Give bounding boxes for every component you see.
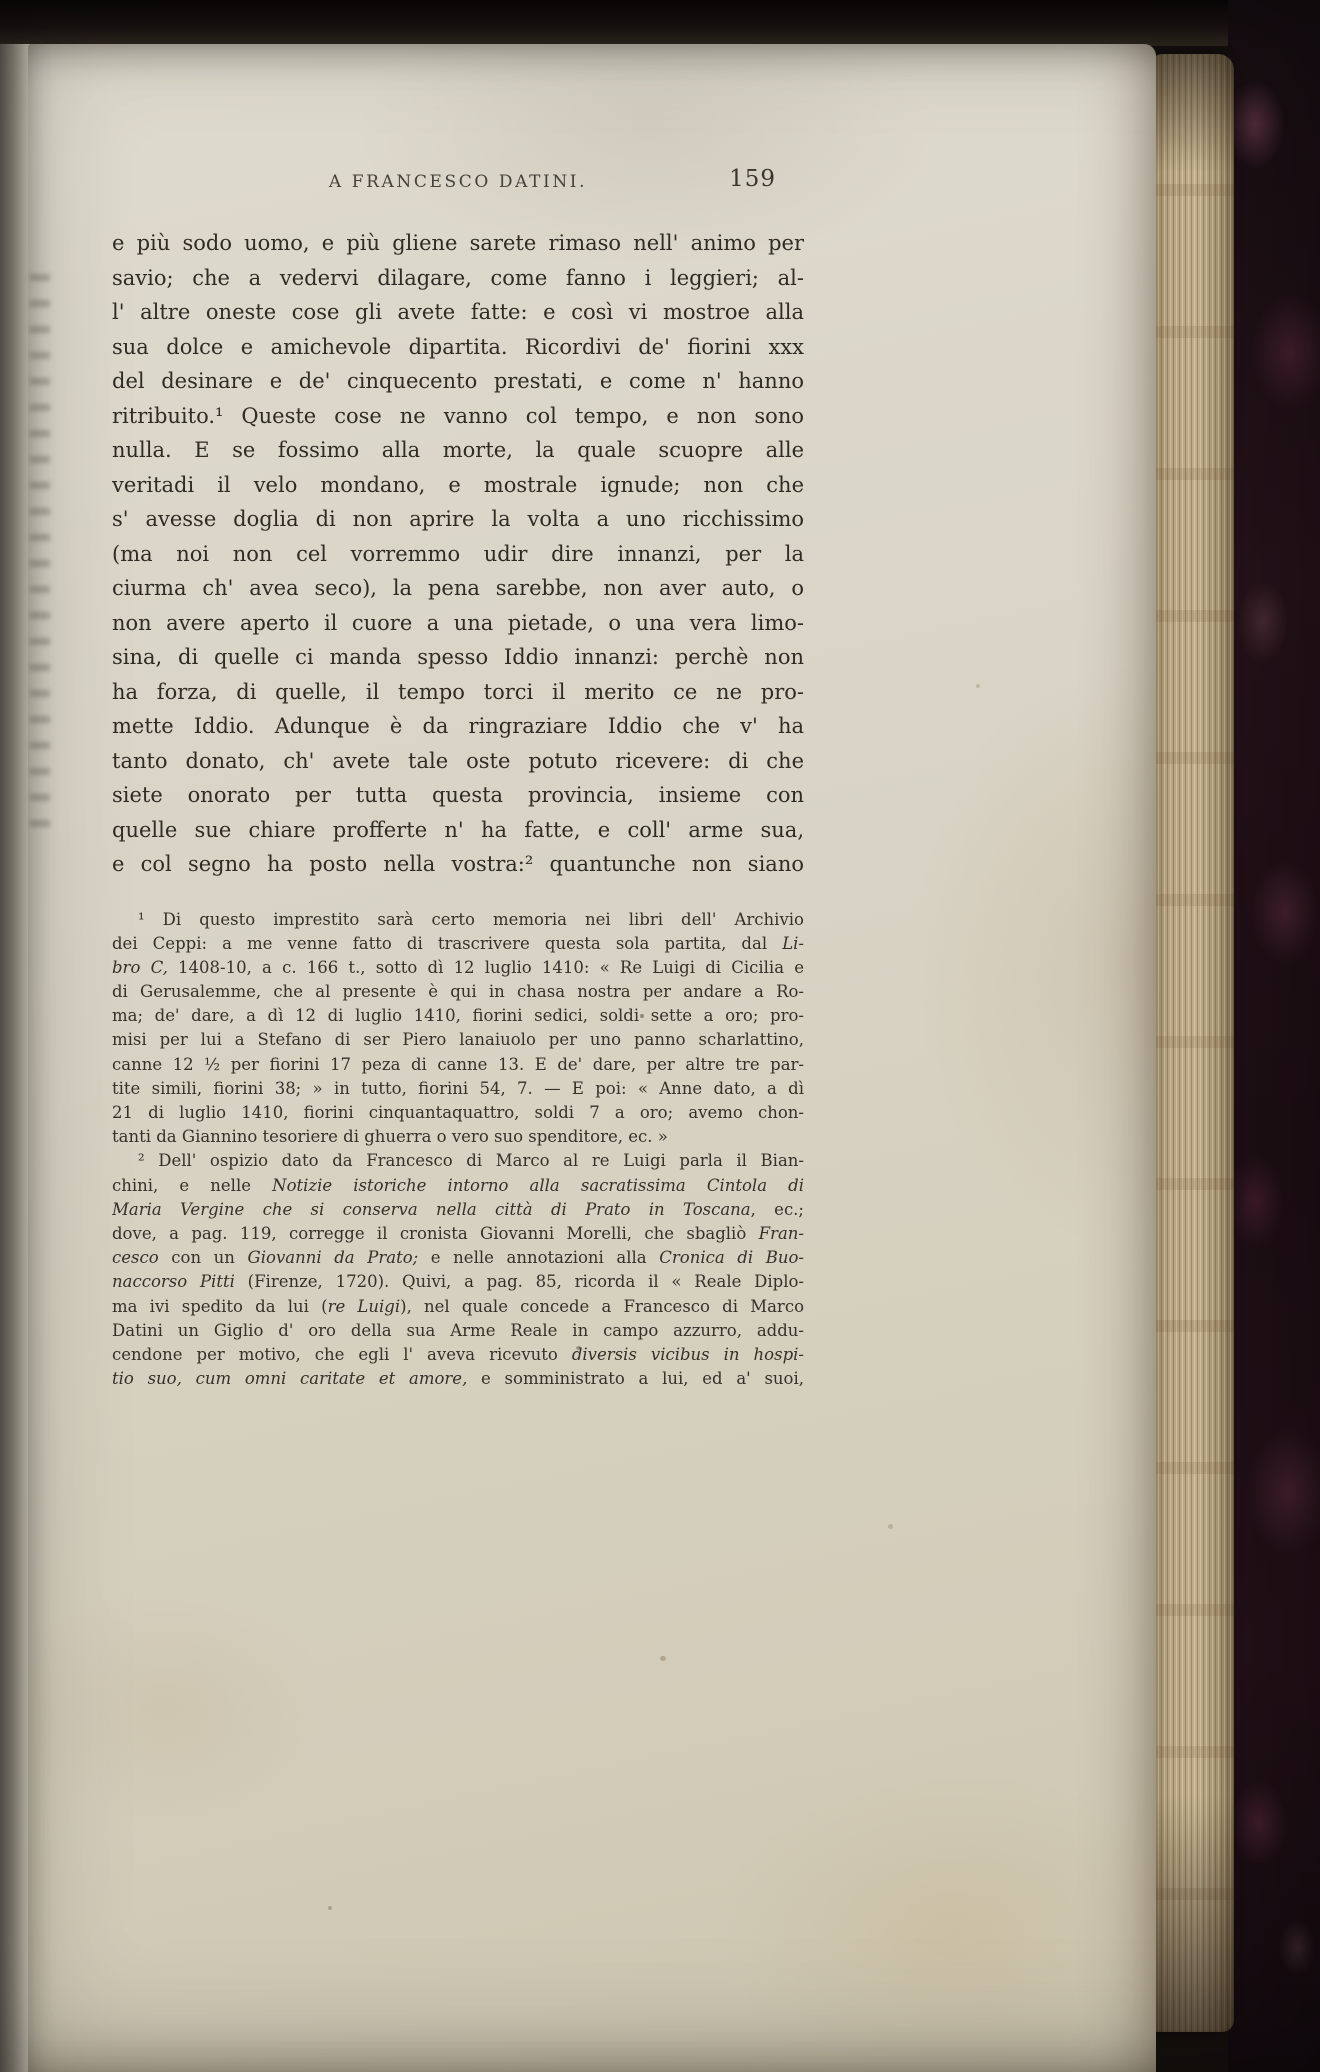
footnote-text-italic: Li-	[782, 933, 804, 953]
footnote-text: (Firenze, 1720). Quivi, a pag. 85, ricorda il « Reale Diplo-	[234, 1272, 804, 1292]
footnote-line	[112, 1270, 804, 1294]
footnote-text-italic: tio suo, cum omni caritate et amore,	[112, 1369, 468, 1389]
footnote-line	[112, 1174, 804, 1198]
footnote-line	[112, 1028, 804, 1052]
body-line: l' altre oneste cose gli avete fatte: e così vi mostroe alla	[112, 300, 804, 324]
footnote-line	[112, 1343, 804, 1367]
footnote-2	[112, 1149, 804, 1391]
footnote-text-italic: Notizie istoriche intorno alla sacratissima Cintola di	[272, 1175, 804, 1195]
body-line: siete onorato per tutta questa provincia, insieme con	[112, 783, 804, 807]
footnote-line	[112, 1125, 804, 1149]
footnotes	[112, 908, 804, 1392]
footnote-line	[112, 908, 804, 932]
footnote-text: , ec.;	[750, 1199, 804, 1219]
body-line: e più sodo uomo, e più gliene sarete rimaso nell' animo per	[112, 231, 804, 255]
body-line: e col segno ha posto nella vostra:² quantunche non siano	[112, 852, 804, 876]
footnote-text-italic: Maria Vergine che si conserva nella città di Prato in Toscana	[112, 1199, 751, 1219]
footnote-text: cendone per motivo, che egli l' aveva ricevuto	[112, 1344, 572, 1364]
body-line: s' avesse doglia di non aprire la volta a uno ricchissimo	[112, 507, 804, 531]
body-line: del desinare e de' cinquecento prestati, e come n' hanno	[112, 369, 804, 393]
body-line: ritribuito.¹ Queste cose ne vanno col tempo, e non sono	[112, 403, 804, 428]
footnote-1	[112, 908, 804, 1150]
body-line: ciurma ch' avea seco), la pena sarebbe, non aver auto, o	[112, 576, 804, 600]
page-paper	[28, 44, 1156, 2072]
body-line: nulla. E se fossimo alla morte, la quale scuopre alle	[112, 438, 804, 462]
footnote-line	[112, 1077, 804, 1101]
footnote-text: 21 di luglio 1410, fiorini cinquantaquattro, soldi 7 a oro; avemo chon-	[112, 1103, 804, 1122]
footnote-line	[112, 1295, 804, 1319]
footnote-text-italic: Giovanni da Prato;	[247, 1248, 419, 1268]
foxing-speck	[328, 1906, 332, 1910]
body-line: veritadi il velo mondano, e mostrale ignude; non che	[112, 472, 804, 497]
footnote-text: Datini un Giglio d' oro della sua Arme Reale in campo azzurro, addu-	[112, 1320, 804, 1340]
gutter-previous-page	[0, 44, 30, 2072]
footnote-text: ma; de' dare, a dì 12 di luglio 1410, fiorini sedici, soldi sette a oro; pro-	[112, 1006, 804, 1026]
footnote-line	[112, 1319, 804, 1343]
footnote-line	[112, 1149, 804, 1173]
footnote-text-italic: diversis vicibus in hospi-	[571, 1344, 804, 1364]
footnote-line	[112, 932, 804, 956]
body-line: tanto donato, ch' avete tale oste potuto ricevere: di che	[112, 748, 804, 773]
marbled-cover	[1228, 0, 1320, 2072]
footnote-line	[112, 1198, 804, 1222]
footnote-line	[112, 1004, 804, 1028]
book-top-edge	[0, 0, 1320, 46]
footnote-line	[112, 1367, 804, 1391]
body-text	[112, 226, 804, 882]
fore-edge-pages	[1152, 54, 1234, 2032]
body-line: sua dolce e amichevole dipartita. Ricordivi de' fiorini xxx	[112, 334, 804, 359]
footnote-text: ¹ Di questo imprestito sarà certo memoria nei libri dell' Archivio	[138, 909, 804, 929]
page-header	[112, 166, 804, 208]
running-title: A FRANCESCO DATINI.	[328, 172, 588, 192]
footnote-text-italic: bro C,	[112, 957, 168, 977]
footnote-text: dove, a pag. 119, corregge il cronista Giovanni Morelli, che sbagliò	[112, 1223, 759, 1243]
footnote-text: misi per lui a Stefano di ser Piero lanaiuolo per uno panno scharlattino,	[112, 1030, 804, 1050]
body-line: mette Iddio. Adunque è da ringraziare Iddio che v' ha	[112, 714, 804, 738]
footnote-text-italic: naccorso Pitti	[112, 1272, 235, 1292]
footnote-text: chini, e nelle	[112, 1175, 273, 1195]
footnote-text-italic: Fran-	[758, 1223, 804, 1243]
footnote-text-italic: re Luigi	[327, 1296, 401, 1316]
body-line: sina, di quelle ci manda spesso Iddio innanzi: perchè non	[112, 645, 804, 669]
footnote-text: ma ivi spedito da lui (	[112, 1296, 328, 1316]
footnote-text-italic: cesco	[112, 1248, 159, 1268]
footnote-line	[112, 1222, 804, 1246]
footnote-line	[112, 956, 804, 980]
footnote-text: tite simili, fiorini 38; » in tutto, fiorini 54, 7. — E poi: « Anne dato, a dì	[112, 1078, 804, 1098]
page-text-column	[112, 166, 804, 1391]
footnote-line	[112, 1053, 804, 1077]
page-number: 159	[729, 166, 776, 192]
footnote-text: ² Dell' ospizio dato da Francesco di Marco al re Luigi parla il Bian-	[138, 1151, 804, 1171]
body-line: ha forza, di quelle, il tempo torci il merito ce ne pro-	[112, 679, 804, 704]
body-line: non avere aperto il cuore a una pietade, o una vera limo-	[112, 610, 804, 635]
footnote-line	[112, 1246, 804, 1270]
footnote-text: canne 12 ½ per fiorini 17 peza di canne 13. E de' dare, per altre tre par-	[112, 1054, 804, 1074]
footnote-text: con un	[158, 1248, 248, 1268]
body-line: savio; che a vedervi dilagare, come fanno i leggieri; al-	[112, 265, 804, 290]
footnote-text: e somministrato a lui, ed a' suoi,	[467, 1369, 804, 1389]
footnote-text: e nelle annotazioni alla	[418, 1248, 660, 1268]
foxing-speck	[660, 1656, 666, 1661]
body-line: (ma noi non cel vorremmo udir dire innanzi, per la	[112, 541, 804, 566]
foxing-speck	[888, 1524, 893, 1529]
footnote-text-italic: Cronica di Buo-	[659, 1248, 804, 1268]
footnote-text: ), nel quale concede a Francesco di Marco	[400, 1296, 804, 1316]
previous-page-text-bleed	[30, 274, 50, 834]
foxing-speck	[976, 684, 980, 688]
footnote-text: di Gerusalemme, che al presente è qui in chasa nostra per andare a Ro-	[112, 982, 804, 1002]
body-line: quelle sue chiare profferte n' ha fatte, e coll' arme sua,	[112, 817, 804, 842]
footnote-text: dei Ceppi: a me venne fatto di trascrivere questa sola partita, dal	[112, 933, 783, 953]
footnote-line	[112, 1101, 804, 1125]
footnote-line	[112, 980, 804, 1004]
footnote-text: 1408-10, a c. 166 t., sotto dì 12 luglio 1410: « Re Luigi di Cicilia e	[167, 957, 804, 977]
footnote-text: tanti da Giannino tesoriere di ghuerra o vero suo spenditore, ec. »	[112, 1127, 668, 1147]
